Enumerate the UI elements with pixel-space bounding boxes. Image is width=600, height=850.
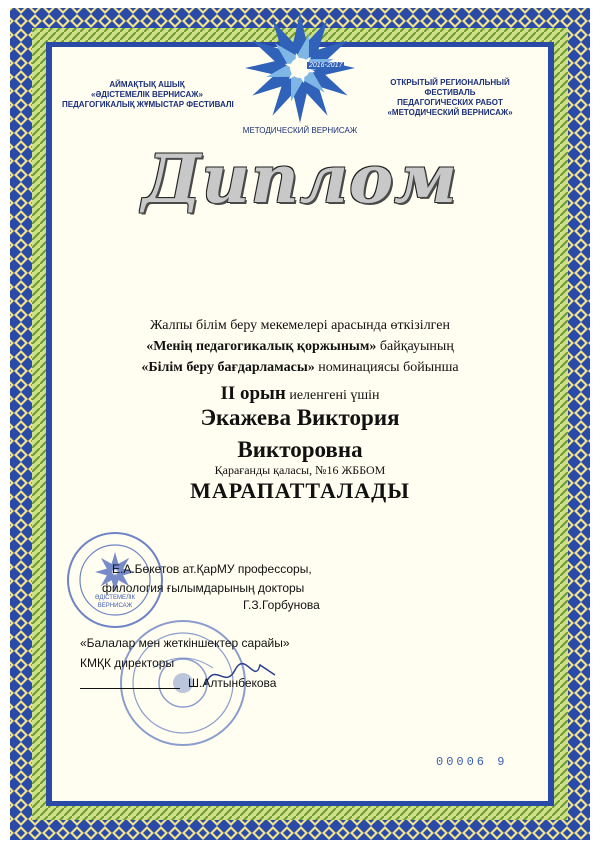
- place-line: [60, 383, 540, 405]
- signer1-line2: филология ғылымдарының докторы: [102, 581, 305, 595]
- nomination-name: «Білім беру бағдарламасы»: [141, 360, 315, 375]
- award-text: МАРАПАТТАЛАДЫ: [190, 478, 410, 503]
- place-value: II орын: [220, 383, 286, 404]
- signer1-line1: Е.А.Бөкетов ат.ҚарМУ профессоры,: [112, 562, 312, 576]
- contest-suffix: байқауының: [376, 339, 454, 354]
- header-left-text: [62, 80, 232, 110]
- festival-stamp-icon: [65, 530, 165, 630]
- body-line-3: [60, 360, 540, 376]
- festival-logo: [225, 8, 375, 143]
- signer2-line1: «Балалар мен жеткіншектер сарайы»: [80, 636, 290, 650]
- contest-name: «Менің педагогикалық қоржыным»: [146, 339, 377, 354]
- header-right-line: «МЕТОДИЧЕСКИЙ ВЕРНИСАЖ»: [387, 108, 513, 117]
- place-suffix: иеленгені үшін: [285, 388, 380, 403]
- festival-stamp: [65, 530, 165, 630]
- header-right-line: ФЕСТИВАЛЬ: [424, 88, 476, 97]
- nomination-suffix: номинациясы бойынша: [314, 360, 459, 375]
- header-right-line: ОТКРЫТЫЙ РЕГИОНАЛЬНЫЙ: [390, 78, 510, 87]
- recipient-name-line-2: Викторовна: [237, 437, 363, 462]
- logo-years: 2016-2017: [309, 62, 343, 69]
- festival-stamp-text: ӘДІСТЕМЕЛІК ВЕРНИСАЖ: [94, 595, 136, 609]
- diploma-title: Диплом: [142, 140, 458, 218]
- logo-caption: МЕТОДИЧЕСКИЙ ВЕРНИСАЖ: [242, 126, 358, 135]
- header-right-line: ПЕДАГОГИЧЕСКИХ РАБОТ: [397, 98, 503, 107]
- body-line-1: Жалпы білім беру мекемелері арасында өткізілген: [150, 318, 450, 333]
- signer2-line2: КМҚК директоры: [80, 656, 175, 670]
- header-right-text: [370, 78, 530, 118]
- header-left-line: ПЕДАГОГИКАЛЫҚ ЖҰМЫСТАР ФЕСТИВАЛІ: [62, 100, 234, 109]
- recipient-name-line-1: Экажева Виктория: [200, 405, 400, 430]
- header-left-line: АЙМАҚТЫҚ АШЫҚ: [109, 80, 185, 89]
- serial-number: 00006 9: [436, 755, 508, 769]
- star-logo-icon: [225, 8, 375, 143]
- body-line-2: [60, 339, 540, 355]
- signer1-name: Г.З.Горбунова: [243, 598, 320, 612]
- signer2-name: Ш.Алтынбекова: [188, 676, 277, 690]
- recipient-school: Қарағанды қаласы, №16 ЖББОМ: [214, 463, 386, 477]
- signature-line: [80, 688, 180, 689]
- header-left-line: «ӘДІСТЕМЕЛІК ВЕРНИСАЖ»: [91, 90, 203, 99]
